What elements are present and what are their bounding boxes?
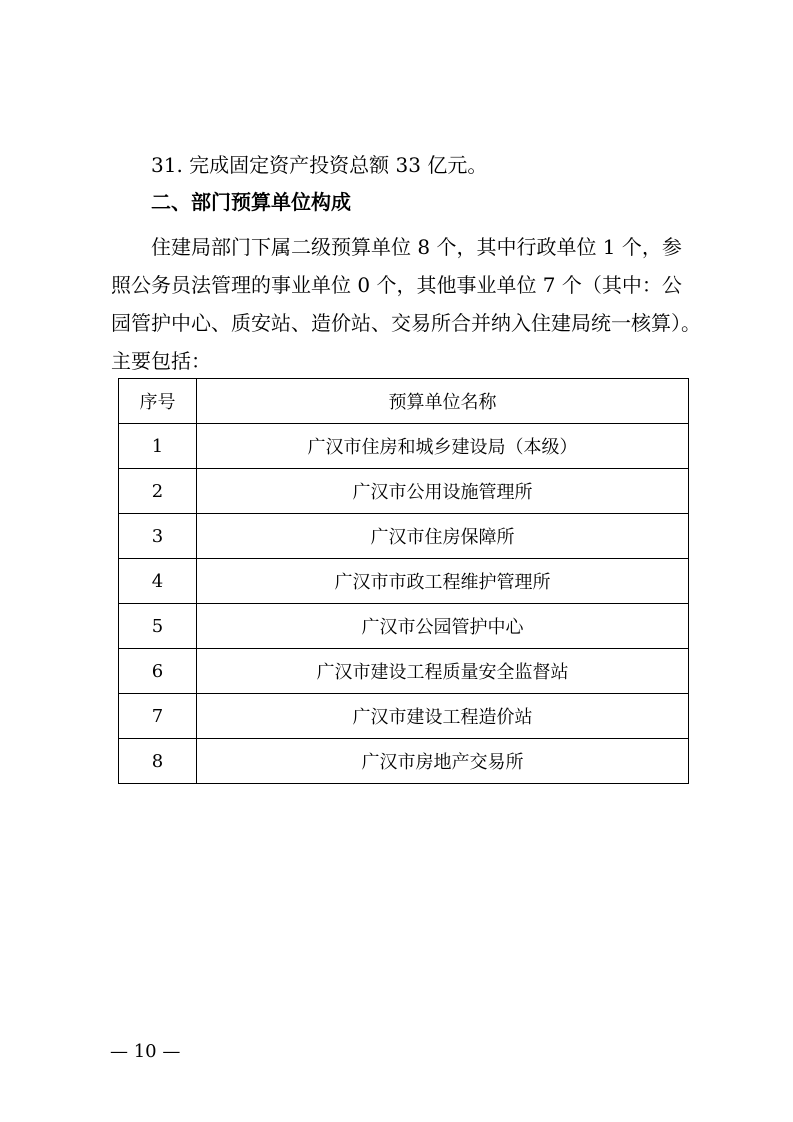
intro-line: 照公务员法管理的事业单位 0 个，其他事业单位 7 个（其中：公 [111, 273, 682, 297]
intro-line: 主要包括： [111, 349, 211, 373]
row-name: 广汉市公用设施管理所 [197, 469, 689, 514]
row-no: 7 [119, 694, 197, 739]
budget-units-table [118, 378, 689, 784]
section-heading: 二、部门预算单位构成 [151, 190, 351, 214]
table-row [119, 604, 689, 649]
row-no: 1 [119, 424, 197, 469]
table-row [119, 559, 689, 604]
row-no: 5 [119, 604, 197, 649]
row-no: 6 [119, 649, 197, 694]
paragraph-31: 31. 完成固定资产投资总额 33 亿元。 [151, 153, 488, 177]
intro-line: 园管护中心、质安站、造价站、交易所合并纳入住建局统一核算）。 [111, 311, 701, 335]
table-row [119, 649, 689, 694]
intro-paragraph [111, 228, 701, 380]
row-name: 广汉市建设工程造价站 [197, 694, 689, 739]
row-name: 广汉市住房和城乡建设局（本级） [197, 424, 689, 469]
table-row [119, 469, 689, 514]
table-row [119, 424, 689, 469]
row-name: 广汉市市政工程维护管理所 [197, 559, 689, 604]
table-row [119, 694, 689, 739]
row-name: 广汉市住房保障所 [197, 514, 689, 559]
row-no: 2 [119, 469, 197, 514]
row-no: 4 [119, 559, 197, 604]
table-row [119, 739, 689, 784]
intro-line: 住建局部门下属二级预算单位 8 个，其中行政单位 1 个，参 [151, 235, 682, 259]
page-number: — 10 — [110, 1041, 181, 1062]
header-no: 序号 [119, 379, 197, 424]
header-name: 预算单位名称 [197, 379, 689, 424]
row-no: 3 [119, 514, 197, 559]
table-header-row [119, 379, 689, 424]
table-row [119, 514, 689, 559]
row-no: 8 [119, 739, 197, 784]
row-name: 广汉市建设工程质量安全监督站 [197, 649, 689, 694]
row-name: 广汉市公园管护中心 [197, 604, 689, 649]
row-name: 广汉市房地产交易所 [197, 739, 689, 784]
